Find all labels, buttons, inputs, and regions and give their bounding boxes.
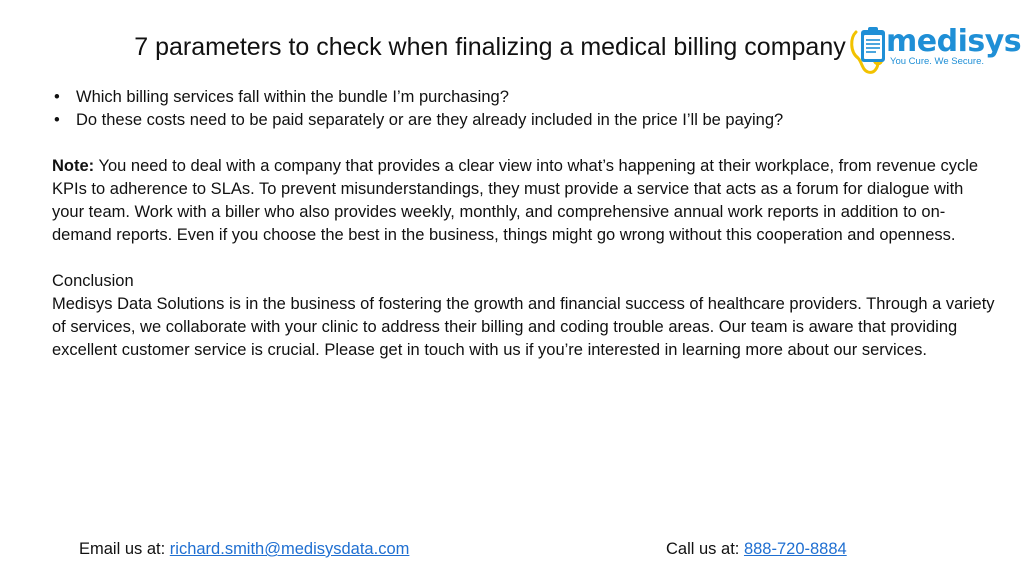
slide-body bbox=[52, 86, 997, 362]
email-link[interactable]: richard.smith@medisysdata.com bbox=[169, 540, 410, 558]
page-title: 7 parameters to check when finalizing a medical billing company bbox=[134, 33, 846, 61]
bullet-item: • Do these costs need to be paid separately or are they already included in the price I’ll be paying? bbox=[52, 109, 997, 132]
logo-tagline: You Cure. We Secure. bbox=[890, 56, 984, 67]
conclusion-text: Medisys Data Solutions is in the business of fostering the growth and financial success of healthcare providers. Through a variety of services, we collaborate with your clinic to address their billing and coding trouble areas. Our team is aware that providing excellent customer service is crucial. Please get in touch with us if you’re interested in learning more about our services. bbox=[52, 295, 995, 359]
email-label: Email us at: bbox=[79, 540, 170, 558]
bullet-item: • Which billing services fall within the bundle I’m purchasing? bbox=[52, 86, 997, 109]
note-paragraph bbox=[52, 155, 997, 247]
phone-contact bbox=[666, 538, 847, 561]
logo-wordmark: medisys bbox=[886, 24, 1022, 59]
bullet-list bbox=[52, 86, 997, 132]
phone-link[interactable]: 888-720-8884 bbox=[743, 540, 847, 558]
conclusion-heading: Conclusion bbox=[52, 272, 134, 290]
phone-label: Call us at: bbox=[666, 540, 744, 558]
note-label: Note: bbox=[52, 157, 95, 175]
note-text: You need to deal with a company that provides a clear view into what’s happening at their workplace, from revenue cycle KPIs to adherence to SLAs. To prevent misunderstandings, they must provide a service that acts as a forum for dialogue with your team. Work with a biller who also provides weekly, monthly, and comprehensive annual work reports in addition to on-demand reports. Even if you choose the best in the business, things might go wrong without this cooperation and openness. bbox=[52, 157, 979, 244]
email-contact bbox=[79, 538, 409, 561]
medisys-logo bbox=[848, 22, 1022, 76]
